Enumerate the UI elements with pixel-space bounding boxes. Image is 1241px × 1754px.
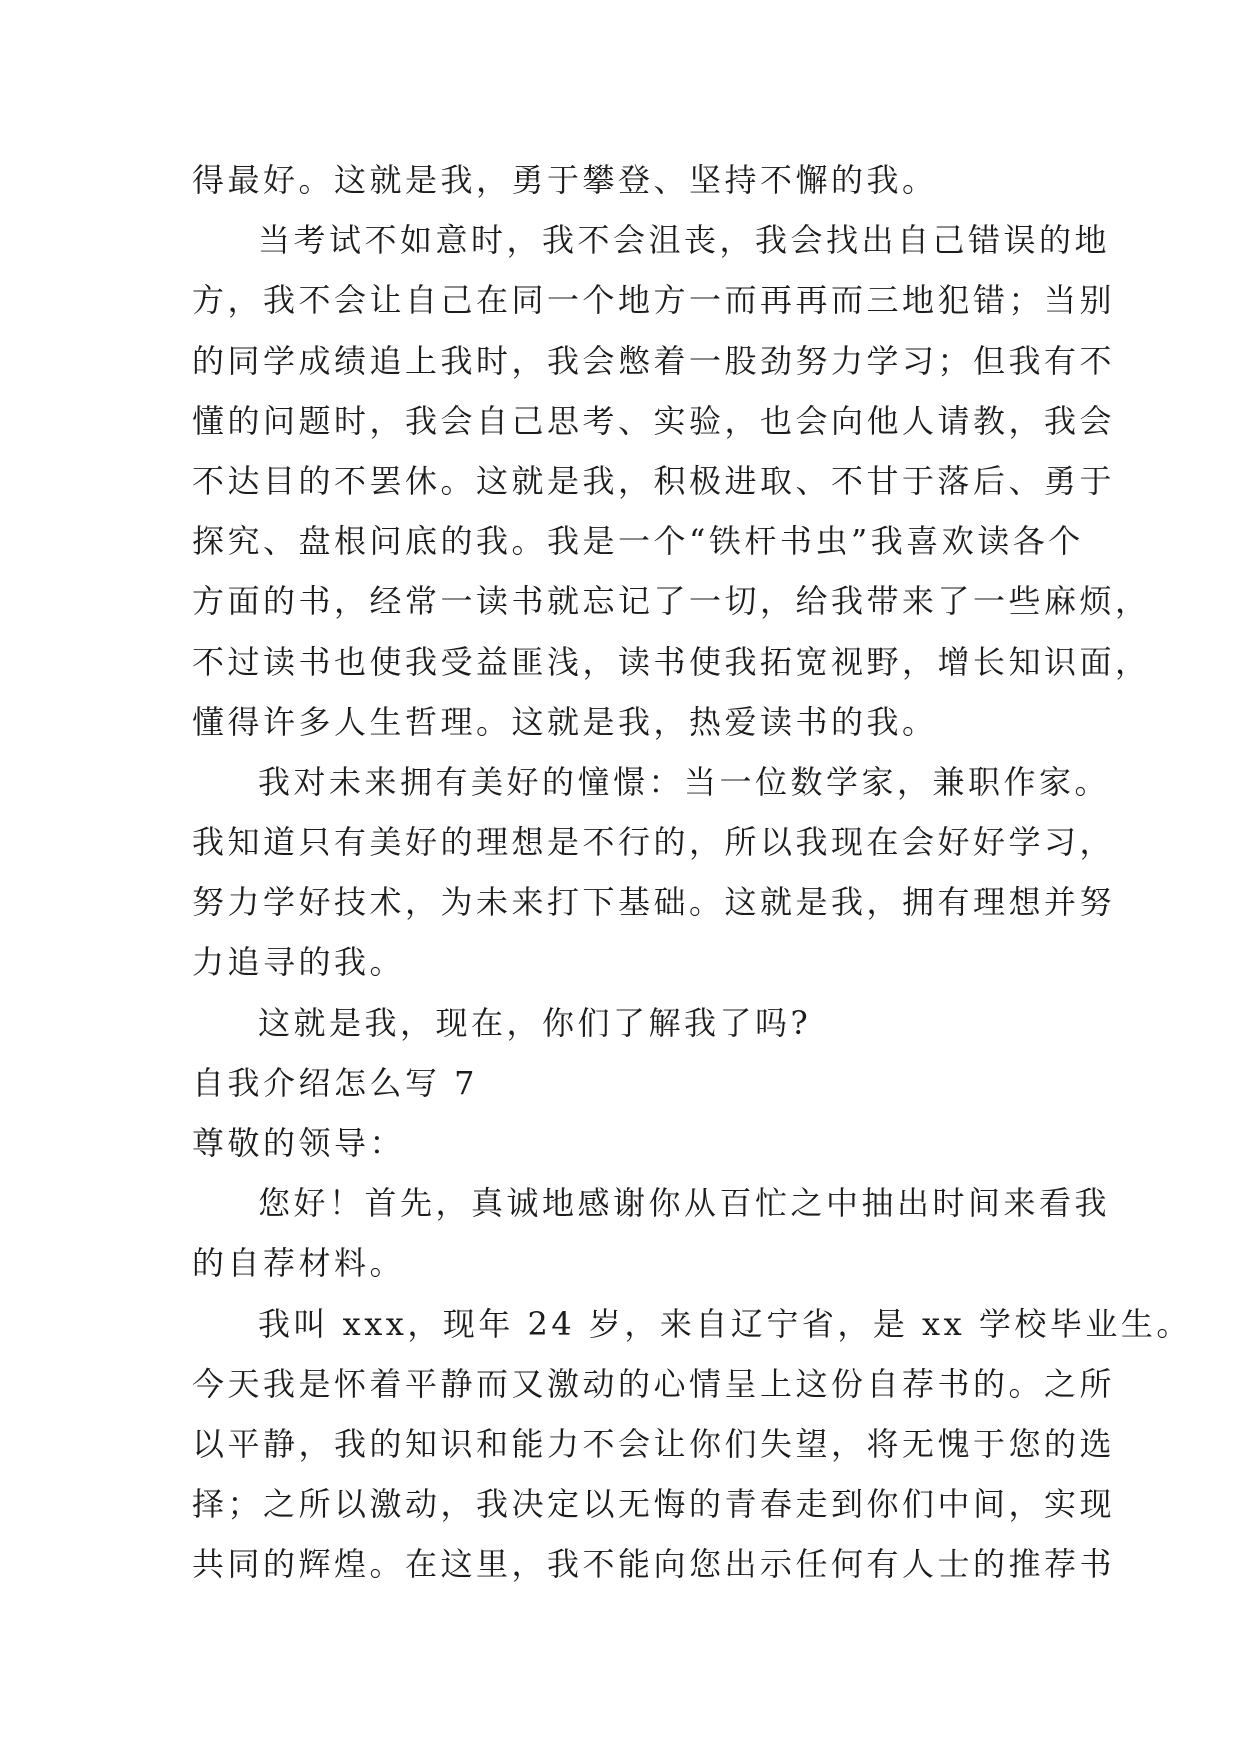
text-line: 方面的书，经常一读书就忘记了一切，给我带来了一些麻烦， [192, 582, 1151, 621]
text-line: 我知道只有美好的理想是不行的，所以我现在会好好学习， [192, 823, 1116, 862]
text-line: 不达目的不罢休。这就是我，积极进取、不甘于落后、勇于 [192, 461, 1116, 500]
section-heading: 自我介绍怎么写 7 [192, 1063, 479, 1102]
text-line: 的同学成绩追上我时，我会憋着一股劲努力学习；但我有不 [192, 341, 1116, 380]
text-line: 今天我是怀着平静而又激动的心情呈上这份自荐书的。之所 [192, 1364, 1116, 1403]
text-line: 当考试不如意时，我不会沮丧，我会找出自己错误的地 [258, 221, 1111, 260]
text-line: 努力学好技术，为未来打下基础。这就是我，拥有理想并努 [192, 883, 1116, 922]
text-line: 共同的辉煌。在这里，我不能向您出示任何有人士的推荐书 [192, 1545, 1116, 1584]
text-line: 探究、盘根问底的我。我是一个“铁杆书虫”我喜欢读各个 [192, 522, 1084, 561]
text-line: 这就是我，现在，你们了解我了吗? [258, 1003, 812, 1042]
text-line: 不过读书也使我受益匪浅，读书使我拓宽视野，增长知识面， [192, 642, 1151, 681]
text-line: 懂的问题时，我会自己思考、实验，也会向他人请教，我会 [192, 401, 1116, 440]
text-line: 我叫 xxx，现年 24 岁，来自辽宁省，是 xx 学校毕业生。 [258, 1304, 1192, 1343]
text-line: 您好！首先，真诚地感谢你从百忙之中抽出时间来看我 [258, 1184, 1111, 1223]
salutation: 尊敬的领导： [192, 1124, 406, 1162]
text-line: 以平静，我的知识和能力不会让你们失望，将无愧于您的选 [192, 1424, 1116, 1463]
text-line: 得最好。这就是我，勇于攀登、坚持不懈的我。 [192, 161, 938, 199]
text-line: 的自荐材料。 [192, 1244, 406, 1283]
text-line: 方，我不会让自己在同一个地方一而再再而三地犯错；当别 [192, 281, 1116, 320]
text-line: 我对未来拥有美好的憧憬：当一位数学家，兼职作家。 [258, 762, 1111, 801]
text-line: 择；之所以激动，我决定以无悔的青春走到你们中间，实现 [192, 1485, 1116, 1524]
text-line: 懂得许多人生哲理。这就是我，热爱读书的我。 [192, 702, 938, 741]
body-text [192, 150, 1192, 1595]
text-line: 力追寻的我。 [192, 943, 406, 982]
